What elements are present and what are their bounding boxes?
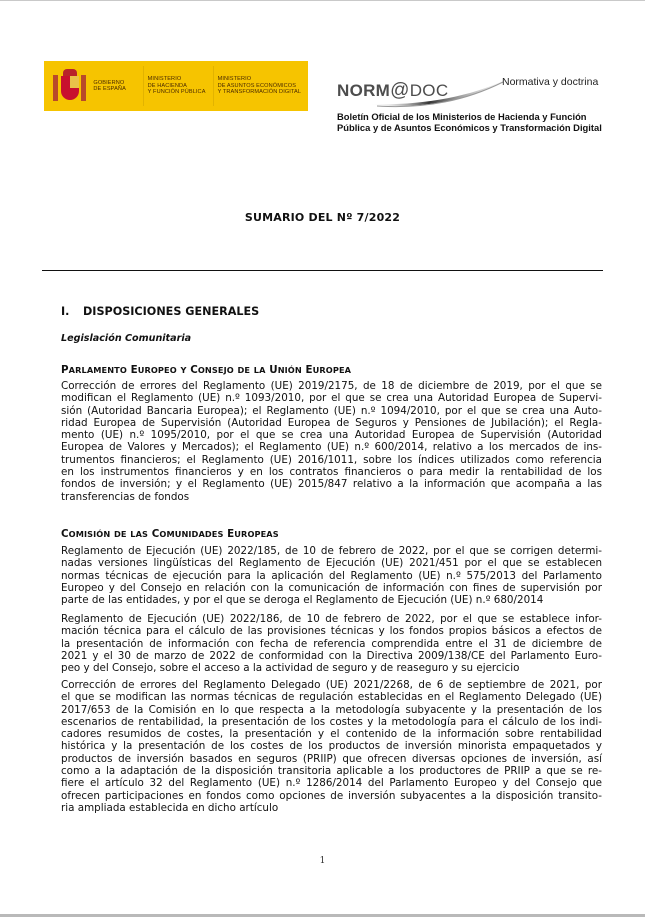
entry-line: nadas versiones lingüísticas del Reglamento de Ejecución (UE) 2021/451 por el que se establecen <box>61 557 602 570</box>
organism-heading: COMISIÓN DE LAS COMUNIDADES EUROPEAS <box>61 528 279 540</box>
summary-entry[interactable] <box>61 679 602 814</box>
publisher-line: Pública y de Asuntos Económicos y Transformación Digital <box>337 122 602 133</box>
entry-line: Corrección de errores del Reglamento Delegado (UE) 2021/2268, de 6 de septiembre de 2021, por <box>61 679 602 691</box>
entry-line: mación técnica para el cálculo de las provisiones técnicas y los fondos propios básicos a efectos de <box>61 625 602 638</box>
gov-block-asuntos-economicos <box>213 66 308 106</box>
summary-entry[interactable] <box>61 613 602 674</box>
gov-line: MINISTERIO <box>217 76 252 83</box>
publisher-title <box>337 111 602 133</box>
entry-line: mento (UE) n.º 1095/2010, por el que se crea una Autoridad Europea de Supervisión (Autoridad <box>61 429 602 442</box>
title-divider <box>42 270 603 271</box>
entry-line: Europea de Valores y Mercados); el Reglamento (UE) n.º 600/2014, relativo a los mercados de ins- <box>61 441 602 454</box>
coat-of-arms-icon <box>52 67 87 105</box>
entry-line: peo y del Consejo, sobre el acceso a la actividad de seguro y de reaseguro y su ejercicio <box>61 662 520 675</box>
gov-line: MINISTERIO <box>147 76 182 83</box>
entry-line: 2021 y el 30 de marzo de 2022 de conformidad con la Directiva 2009/138/CE del Parlamento Euro- <box>61 649 602 662</box>
entry-line: normas técnicas de ejecución para la aplicación del Reglamento (UE) n.º 575/2013 del Parlamento <box>61 569 602 582</box>
gov-block-hacienda <box>143 66 211 106</box>
gov-block-gobierno <box>93 80 134 93</box>
page-title: SUMARIO DEL Nº 7/2022 <box>244 211 401 224</box>
entry-line: fiere el artículo 32 del Reglamento (UE) n.º 1286/2014 del Parlamento Europeo y del Consejo que <box>61 777 602 790</box>
gov-line: Y TRANSFORMACIÓN DIGITAL <box>217 89 302 96</box>
entry-line: en los instrumentos financieros y en los contratos financieros o para medir la rentabilidad de los <box>61 466 602 479</box>
gov-line: DE ASUNTOS ECONÓMICOS <box>217 82 297 89</box>
entry-line: histórica y la presentación de los costes de los productos de inversión minorista empaquetados y <box>61 740 602 753</box>
page-top-border <box>0 0 645 1</box>
section-title: DISPOSICIONES GENERALES <box>83 305 260 318</box>
gov-line: GOBIERNO <box>93 79 125 86</box>
normadoc-wordmark <box>337 80 448 102</box>
organism-heading: PARLAMENTO EUROPEO Y CONSEJO DE LA UNIÓN EUROPEA <box>61 364 352 376</box>
page-number: 1 <box>319 856 326 866</box>
entry-line: 2017/653 de la Comisión en lo que respecta a la metodología subyacente y la presentación de los <box>61 703 602 716</box>
entry-line: sión (Autoridad Bancaria Europea); el Reglamento (UE) n.º 1094/2010, por el que se crea una Auto- <box>61 404 602 417</box>
entry-line: Europeo y del Consejo en relación con la comunicación de información con fines de supervisión por <box>61 581 602 594</box>
entry-line: escenarios de rentabilidad, la presentación de los costes y la metodología para el cálculo de los indi- <box>61 715 602 728</box>
entry-line: Reglamento de Ejecución (UE) 2022/186, de 10 de febrero de 2022, por el que se establece infor- <box>61 613 602 625</box>
entry-line: ria ampliada establecida en dicho artículo <box>61 801 279 814</box>
summary-entry[interactable] <box>61 380 602 503</box>
entry-line: parte de las entidades, y por el que se deroga el Reglamento de Ejecución (UE) n.º 680/2014 <box>61 594 544 607</box>
entry-line: como a la adaptación de la disposición transitoria aplicable a los productores de PRIIP a que se re- <box>61 765 602 778</box>
normadoc-logo <box>337 72 599 108</box>
subsection-heading: Legislación Comunitaria <box>61 333 192 344</box>
brand-at: @ <box>390 80 410 101</box>
summary-entry[interactable] <box>61 545 602 606</box>
entry-line: cadores resumidos de costes, la presentación y el contenido de la información sobre rentabilidad <box>61 728 602 741</box>
brand-norm: NORM <box>337 81 391 100</box>
entry-line: el que se modifican las normas técnicas de regulación establecidas en el Reglamento Delegado (UE) <box>61 691 602 704</box>
entry-line: ofrecen participaciones en fondos como opciones de inversión subyacentes a la disposición transito- <box>61 789 602 802</box>
government-logo-banner <box>44 61 308 111</box>
publisher-line: Boletín Oficial de los Ministerios de Hacienda y Función <box>337 111 587 122</box>
entry-line: ridad Europea de Supervisión (Autoridad Europea de Seguros y Pensiones de Jubilación); el Regla- <box>61 416 602 429</box>
entry-line: fondos de inversión; y el Reglamento (UE) 2015/847 relativo a la información que acompaña a las <box>61 478 602 491</box>
gov-line: DE ESPAÑA <box>93 86 126 92</box>
brand-doc: DOC <box>409 81 449 100</box>
section-number: I. <box>61 305 70 318</box>
entry-line: trumentos financieros; el Reglamento (UE) 2016/1011, sobre los índices utilizados como referencia <box>61 453 602 466</box>
gov-line: Y FUNCIÓN PÚBLICA <box>147 89 206 96</box>
entry-line: transferencias de fondos <box>61 490 190 503</box>
entry-line: Reglamento de Ejecución (UE) 2022/185, de 10 de febrero de 2022, por el que se corrigen determi- <box>61 545 602 557</box>
gov-line: DE HACIENDA <box>147 82 188 89</box>
entry-line: modifican el Reglamento (UE) n.º 1093/2010, por el que se crea una Autoridad Europea de Supervi- <box>61 392 602 405</box>
entry-line: la presentación de información con fecha de referencia comprendida entre el 31 de diciembre de <box>61 637 602 650</box>
normadoc-tagline: Normativa y doctrina <box>502 76 599 88</box>
entry-line: productos de inversión basados en seguros (PRIIP) que ofrecen diversas opciones de inversión, así <box>61 752 602 765</box>
section-heading <box>61 305 259 318</box>
entry-line: Corrección de errores del Reglamento (UE) 2019/2175, de 18 de diciembre de 2019, por el que se <box>61 380 602 392</box>
